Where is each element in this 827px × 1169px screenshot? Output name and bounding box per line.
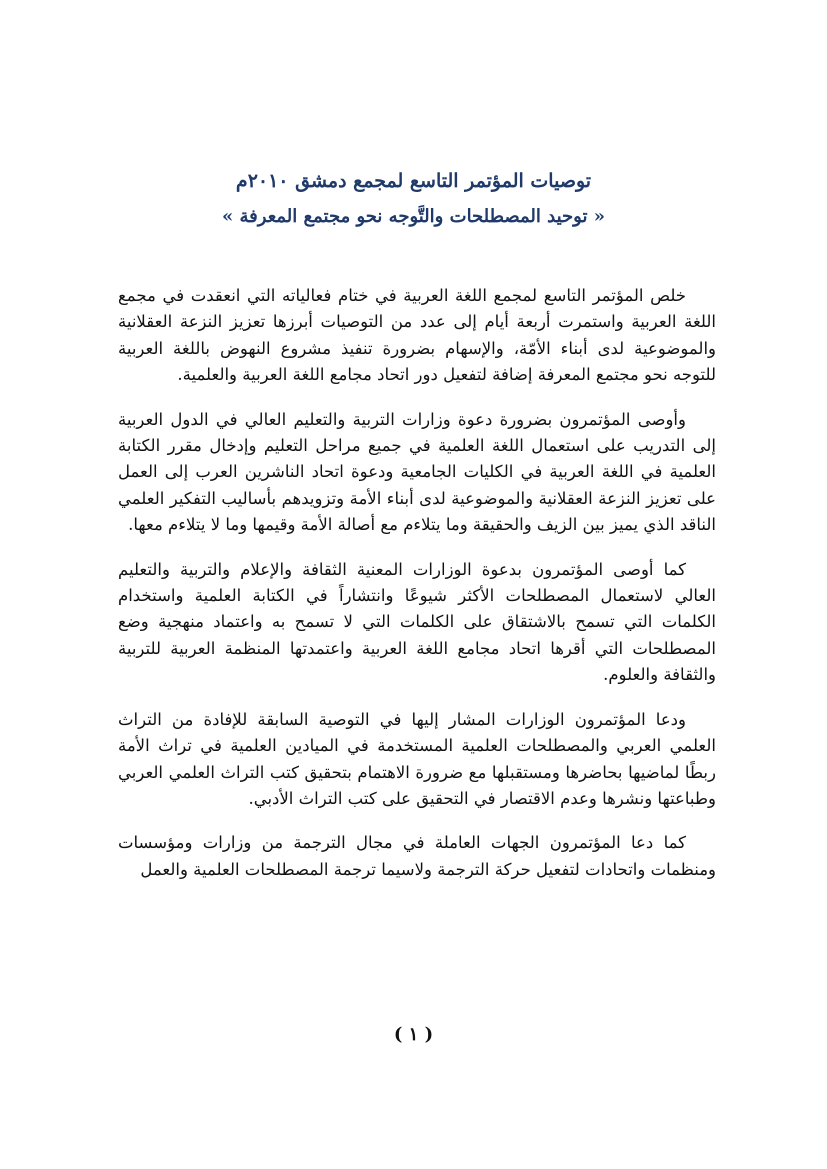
document-subtitle: « توحيد المصطلحات والتَّوجه نحو مجتمع المعرفة » (221, 206, 605, 227)
paragraph-4: ودعا المؤتمرون الوزارات المشار إليها في التوصية السابقة للإفادة من التراث العلمي العربي والمصطلحات العلمية المستخدمة في الميادين العلمية في تراث الأمة ربطًا لماضيها بحاضرها ومستقبلها مع ضرورة الاهتمام بتحقيق كتب التراث العلمي العربي وطباعتها ونشرها وعدم الاقتصار في التحقيق على كتب التراث الأدبي. (118, 709, 716, 808)
document-title: توصيات المؤتمر التاسع لمجمع دمشق ٢٠١٠م (235, 170, 592, 192)
page-number: ( ١ ) (393, 1024, 434, 1045)
document-header (0, 166, 827, 232)
paragraph-1: خلص المؤتمر التاسع لمجمع اللغة العربية في ختام فعالياته التي انعقدت في مجمع اللغة العربية واستمرت أربعة أيام إلى عدد من التوصيات أبرزها تعزيز النزعة العقلانية والموضوعية لدى أبناء الأمّة، والإسهام بضرورة تنفيذ مشروع النهوض باللغة العربية للتوجه نحو مجتمع المعرفة إضافة لتفعيل دور اتحاد مجامع اللغة العربية والعلمية. (118, 286, 716, 385)
paragraph-2: وأوصى المؤتمرون بضرورة دعوة وزارات التربية والتعليم العالي في الدول العربية إلى التدريب على استعمال اللغة العلمية في جميع مراحل التعليم وإدخال مقرر الكتابة العلمية في اللغة العربية في الكليات الجامعية ودعوة اتحاد الناشرين العرب إلى العمل على تعزيز النزعة العقلانية والموضوعية لدى أبناء الأمة وتزويدهم بأساليب التفكير العلمي الناقد الذي يميز بين الزيف والحقيقة وما يتلاءم مع أصالة الأمة وقيمها وما لا يتلاءم معها. (118, 409, 716, 535)
paragraph-5: كما دعا المؤتمرون الجهات العاملة في مجال الترجمة من وزارات ومؤسسات ومنظمات واتحادات لتفعيل حركة الترجمة ولاسيما ترجمة المصطلحات العلمية والعمل (118, 833, 716, 879)
document-body (118, 283, 716, 901)
paragraph-3: كما أوصى المؤتمرون بدعوة الوزارات المعنية الثقافة والإعلام والتربية والتعليم العالي لاستعمال المصطلحات الأكثر شيوعًا وانتشاراً في الكتابة العلمية واستخدام الكلمات التي تسمح بالاشتقاق على الكلمات التي لا تسمح به واعتماد منهجية وضع المصطلحات التي أقرها اتحاد مجامع اللغة العربية واعتمدتها المنظمة العربية للتربية والثقافة والعلوم. (118, 559, 716, 685)
